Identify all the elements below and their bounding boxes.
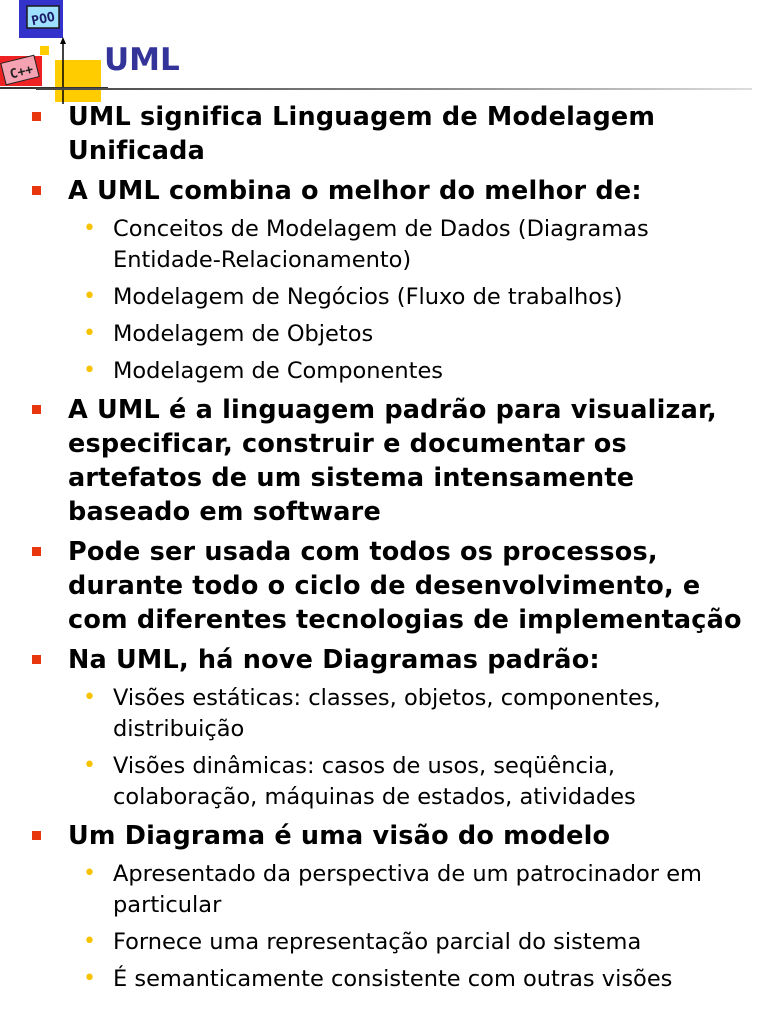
slide-content [0, 100, 768, 995]
sub-bullet-text: Modelagem de Componentes [113, 358, 444, 384]
bullet-item [0, 819, 768, 853]
dot-bullet-icon: • [83, 966, 96, 991]
sub-bullet-text: Modelagem de Objetos [113, 321, 374, 347]
bullet-group [0, 174, 768, 387]
dot-bullet-icon: • [83, 284, 96, 309]
bullet-item [0, 643, 768, 677]
square-bullet-icon [32, 831, 41, 840]
dot-bullet-icon: • [83, 216, 96, 241]
sub-bullet-item [0, 859, 768, 921]
sub-bullet-item [0, 319, 768, 350]
sub-bullet-text: É semanticamente consistente com outras visões [113, 966, 673, 992]
sub-bullet-text: Visões estáticas: classes, objetos, componentes, distribuição [113, 685, 661, 742]
sub-bullet-item [0, 683, 768, 745]
square-bullet-icon [32, 547, 41, 556]
dot-bullet-icon: • [83, 685, 96, 710]
bullet-item [0, 100, 768, 168]
bullet-text: Um Diagrama é uma visão do modelo [68, 821, 611, 851]
dot-bullet-icon: • [83, 321, 96, 346]
title-divider [36, 88, 752, 90]
square-bullet-icon [32, 405, 41, 414]
bullet-text: A UML é a linguagem padrão para visualizar, especificar, construir e documentar os artefatos de um sistema intensamente baseado em software [68, 395, 717, 527]
dot-bullet-icon: • [83, 753, 96, 778]
bullet-group [0, 643, 768, 813]
dot-bullet-icon: • [83, 358, 96, 383]
logo-poo-label: POO [30, 9, 57, 30]
sub-bullet-item [0, 356, 768, 387]
bullet-text: Na UML, há nove Diagramas padrão: [68, 645, 600, 675]
bullet-text: Pode ser usada com todos os processos, durante todo o ciclo de desenvolvimento, e com diferentes tecnologias de implementação [68, 537, 742, 635]
bullet-item [0, 174, 768, 208]
bullet-item [0, 535, 768, 637]
logo-small-square [40, 46, 49, 55]
logo-yellow-square [55, 60, 101, 102]
bullet-text: A UML combina o melhor do melhor de: [68, 176, 642, 206]
sub-bullet-text: Modelagem de Negócios (Fluxo de trabalhos) [113, 284, 623, 310]
sub-bullet-text: Conceitos de Modelagem de Dados (Diagramas Entidade-Relacionamento) [113, 216, 649, 273]
bullet-group [0, 100, 768, 168]
bullet-text: UML significa Linguagem de Modelagem Unificada [68, 102, 656, 166]
sub-bullet-item [0, 282, 768, 313]
sub-bullet-item [0, 927, 768, 958]
sub-bullet-item [0, 214, 768, 276]
bullet-item [0, 393, 768, 529]
sub-bullet-text: Apresentado da perspectiva de um patrocinador em particular [113, 861, 702, 918]
slide-title: UML [104, 42, 180, 78]
square-bullet-icon [32, 655, 41, 664]
sub-bullet-text: Fornece uma representação parcial do sistema [113, 929, 642, 955]
dot-bullet-icon: • [83, 929, 96, 954]
bullet-group [0, 393, 768, 529]
sub-bullet-item [0, 964, 768, 995]
logo-arrow-icon [60, 37, 66, 44]
square-bullet-icon [32, 112, 41, 121]
sub-bullet-text: Visões dinâmicas: casos de usos, seqüência, colaboração, máquinas de estados, atividades [113, 753, 636, 810]
bullet-group [0, 819, 768, 995]
square-bullet-icon [32, 186, 41, 195]
dot-bullet-icon: • [83, 861, 96, 886]
logo-cpp-label: C++ [8, 62, 35, 83]
bullet-group [0, 535, 768, 637]
sub-bullet-item [0, 751, 768, 813]
